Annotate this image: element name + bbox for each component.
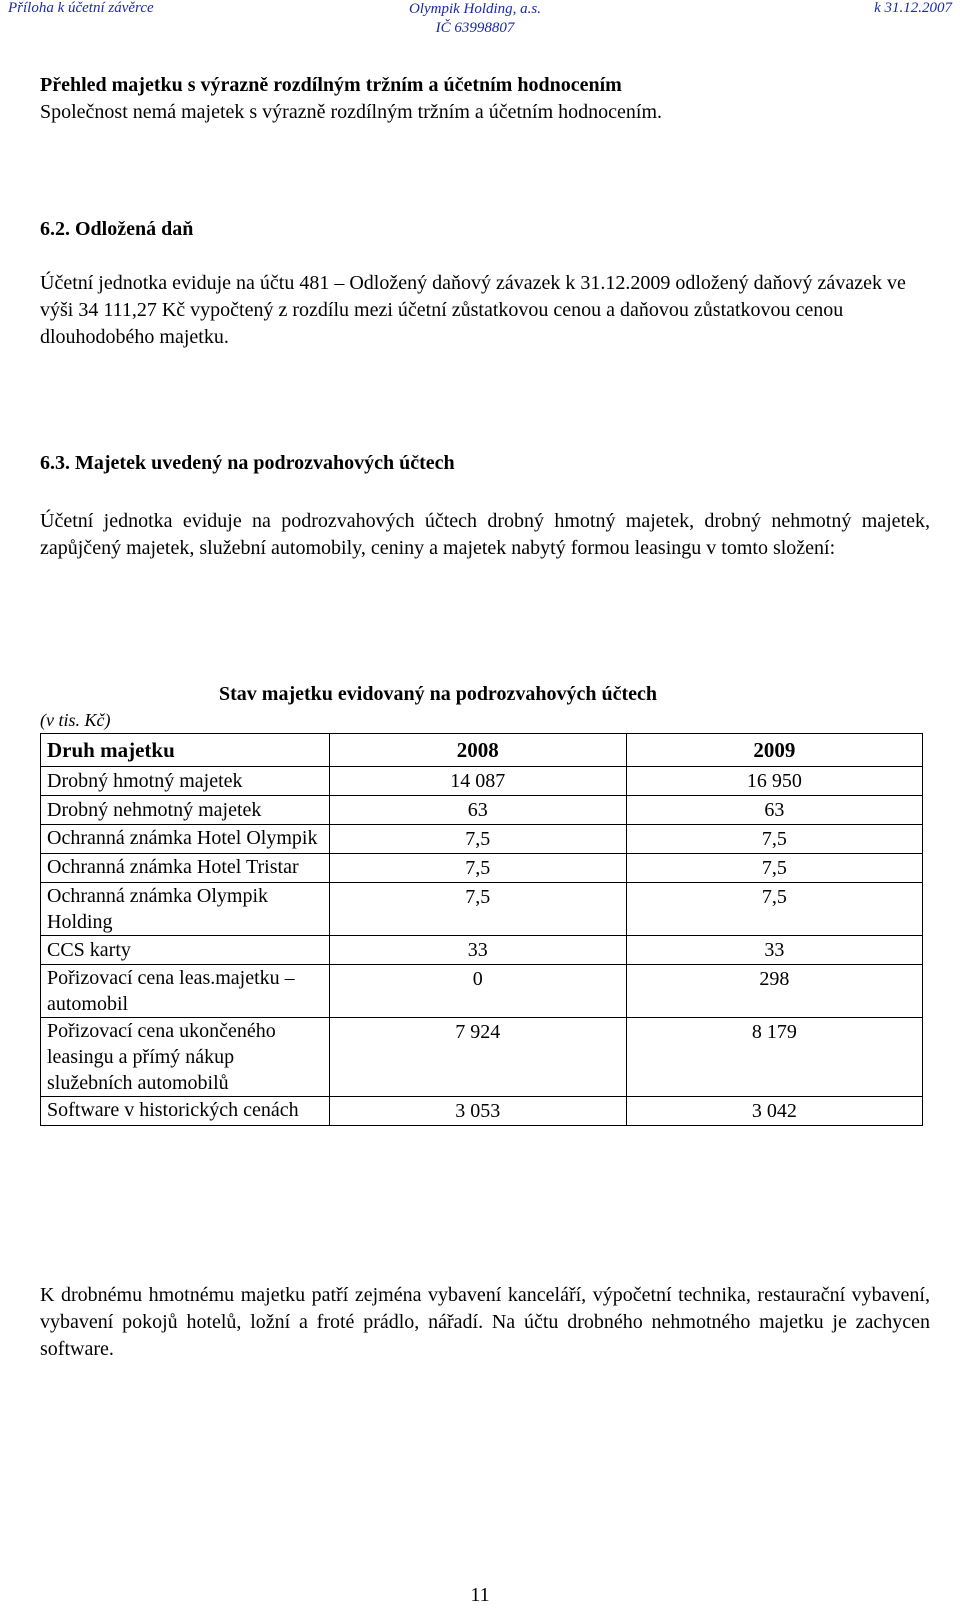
header-company <box>390 0 560 38</box>
page-number: 11 <box>470 1584 490 1606</box>
table-row <box>41 1097 923 1126</box>
table-unit: (v tis. Kč) <box>40 710 111 730</box>
asset-name: CCS karty <box>41 936 330 965</box>
value-2008: 7,5 <box>329 854 626 883</box>
table-row <box>41 854 923 883</box>
value-2009: 63 <box>626 796 922 825</box>
section-deferred-tax-text: Účetní jednotka eviduje na účtu 481 – Odložený daňový závazek k 31.12.2009 odložený daňový závazek ve výši 34 111,27 Kč vypočtený z rozdílu mezi účetní zůstatkovou cenou a daňovou zůstatkovou cenou dlouhodobého majetku. <box>40 272 906 348</box>
table-title: Stav majetku evidovaný na podrozvahových účtech <box>219 683 657 705</box>
value-2009: 7,5 <box>626 883 922 936</box>
header-document-title: Příloha k účetní závěrce <box>8 0 154 16</box>
value-2009: 7,5 <box>626 825 922 854</box>
offbalance-assets-table <box>40 733 923 1126</box>
value-2008: 33 <box>329 936 626 965</box>
section-assets-valuation-title: Přehled majetku s výrazně rozdílným tržním a účetním hodnocením <box>40 74 622 96</box>
header-company-id: IČ 63998807 <box>435 20 515 36</box>
value-2009: 33 <box>626 936 922 965</box>
asset-name: Ochranná známka Hotel Olympik <box>41 825 330 854</box>
table-row <box>41 767 923 796</box>
section-assets-valuation-text: Společnost nemá majetek s výrazně rozdílným tržním a účetním hodnocením. <box>40 101 663 123</box>
section-offbalance-text: Účetní jednotka eviduje na podrozvahových účtech drobný hmotný majetek, drobný nehmotný majetek, zapůjčený majetek, služební automobily, ceniny a majetek nabytý formou leasingu v tomto složení: <box>40 510 930 559</box>
closing-paragraph: K drobnému hmotnému majetku patří zejména vybavení kanceláří, výpočetní technika, restaurační vybavení, vybavení pokojů hotelů, ložní a froté prádlo, nářadí. Na účtu drobného nehmotného majetku je zachycen software. <box>40 1284 930 1360</box>
column-header-2008: 2008 <box>329 734 626 767</box>
value-2009: 8 179 <box>626 1018 922 1097</box>
column-header-asset-type: Druh majetku <box>41 734 330 767</box>
section-offbalance-title: 6.3. Majetek uvedený na podrozvahových účtech <box>40 452 455 474</box>
value-2009: 7,5 <box>626 854 922 883</box>
asset-name: Pořizovací cena leas.majetku – automobil <box>41 965 330 1018</box>
value-2008: 14 087 <box>329 767 626 796</box>
table-row <box>41 883 923 936</box>
asset-name: Pořizovací cena ukončeného leasingu a přímý nákup služebních automobilů <box>41 1018 330 1097</box>
table-row <box>41 1018 923 1097</box>
asset-name: Drobný nehmotný majetek <box>41 796 330 825</box>
section-deferred-tax-title: 6.2. Odložená daň <box>40 218 194 240</box>
table-row <box>41 936 923 965</box>
value-2008: 3 053 <box>329 1097 626 1126</box>
page-header <box>0 0 960 40</box>
value-2008: 7,5 <box>329 883 626 936</box>
asset-name: Software v historických cenách <box>41 1097 330 1126</box>
asset-name: Drobný hmotný majetek <box>41 767 330 796</box>
table-row <box>41 965 923 1018</box>
table-row <box>41 825 923 854</box>
header-date: k 31.12.2007 <box>874 0 952 16</box>
value-2008: 7,5 <box>329 825 626 854</box>
value-2009: 3 042 <box>626 1097 922 1126</box>
column-header-2009: 2009 <box>626 734 922 767</box>
value-2008: 7 924 <box>329 1018 626 1097</box>
value-2008: 63 <box>329 796 626 825</box>
header-company-name: Olympik Holding, a.s. <box>408 1 542 17</box>
table-header-row <box>41 734 923 767</box>
value-2009: 298 <box>626 965 922 1018</box>
value-2008: 0 <box>329 965 626 1018</box>
asset-name: Ochranná známka Hotel Tristar <box>41 854 330 883</box>
section-assets-valuation <box>40 72 930 126</box>
table-row <box>41 796 923 825</box>
asset-name: Ochranná známka Olympik Holding <box>41 883 330 936</box>
value-2009: 16 950 <box>626 767 922 796</box>
